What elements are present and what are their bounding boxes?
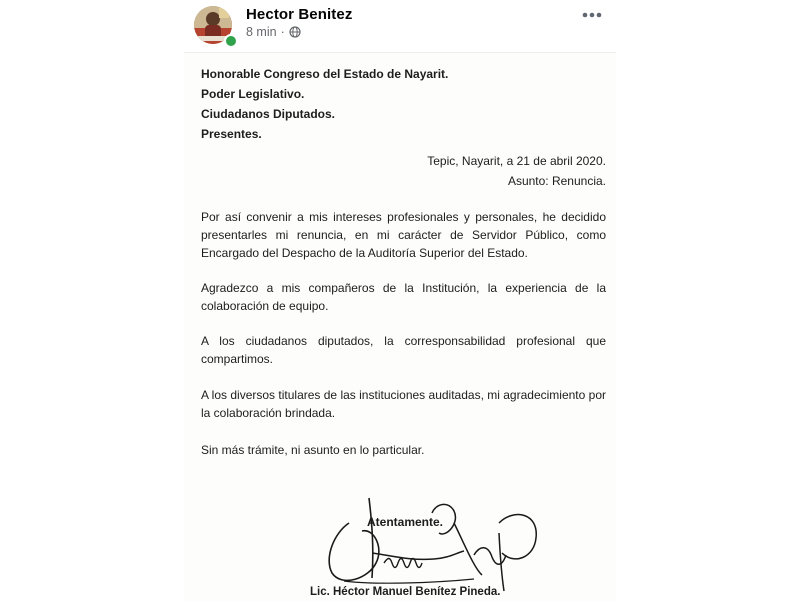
letter-paragraph: A los ciudadanos diputados, la corresponsabilidad profesional que compartimos.: [201, 334, 606, 366]
letter-addressee: [201, 64, 448, 144]
letter-closing: Atentamente.: [367, 515, 444, 529]
letter-paragraph: A los diversos titulares de las instituciones auditadas, mi agradecimiento por la colaboración brindada.: [201, 388, 606, 420]
letter-paragraph: Sin más trámite, ni asunto en lo particular.: [201, 443, 425, 457]
addressee-line: Presentes.: [201, 127, 262, 141]
post-author-name[interactable]: Hector Benitez: [246, 6, 353, 23]
letter-paragraph: Por así convenir a mis intereses profesionales y personales, he decidido presentarles mi renuncia, en mi carácter de Servidor Público, como Encargado del Despacho de la Auditoría Superior del Estado.: [201, 210, 606, 260]
addressee-line: Ciudadanos Diputados.: [201, 107, 336, 121]
letter-place-date: Tepic, Nayarit, a 21 de abril 2020.: [427, 154, 606, 168]
post-timestamp[interactable]: 8 min: [246, 25, 277, 39]
post-header: [184, 0, 616, 52]
addressee-line: Honorable Congreso del Estado de Nayarit.: [201, 67, 449, 81]
post-meta: [246, 25, 301, 39]
more-options-icon: [582, 12, 602, 18]
more-options-button[interactable]: [578, 4, 606, 26]
handwritten-signature: [314, 493, 554, 593]
facebook-post: [184, 0, 616, 600]
letter-paragraph: Agradezco a mis compañeros de la Institución, la experiencia de la colaboración de equipo.: [201, 281, 606, 313]
addressee-line: Poder Legislativo.: [201, 87, 305, 101]
letter-place-date-block: [427, 151, 606, 191]
globe-icon: [289, 26, 301, 38]
online-status-dot: [224, 34, 238, 48]
meta-separator: ·: [280, 25, 285, 39]
resignation-letter-image[interactable]: [184, 52, 616, 601]
letter-subject: Asunto: Renuncia.: [507, 174, 606, 188]
letter-signer-name: Lic. Héctor Manuel Benítez Pineda.: [310, 586, 501, 598]
